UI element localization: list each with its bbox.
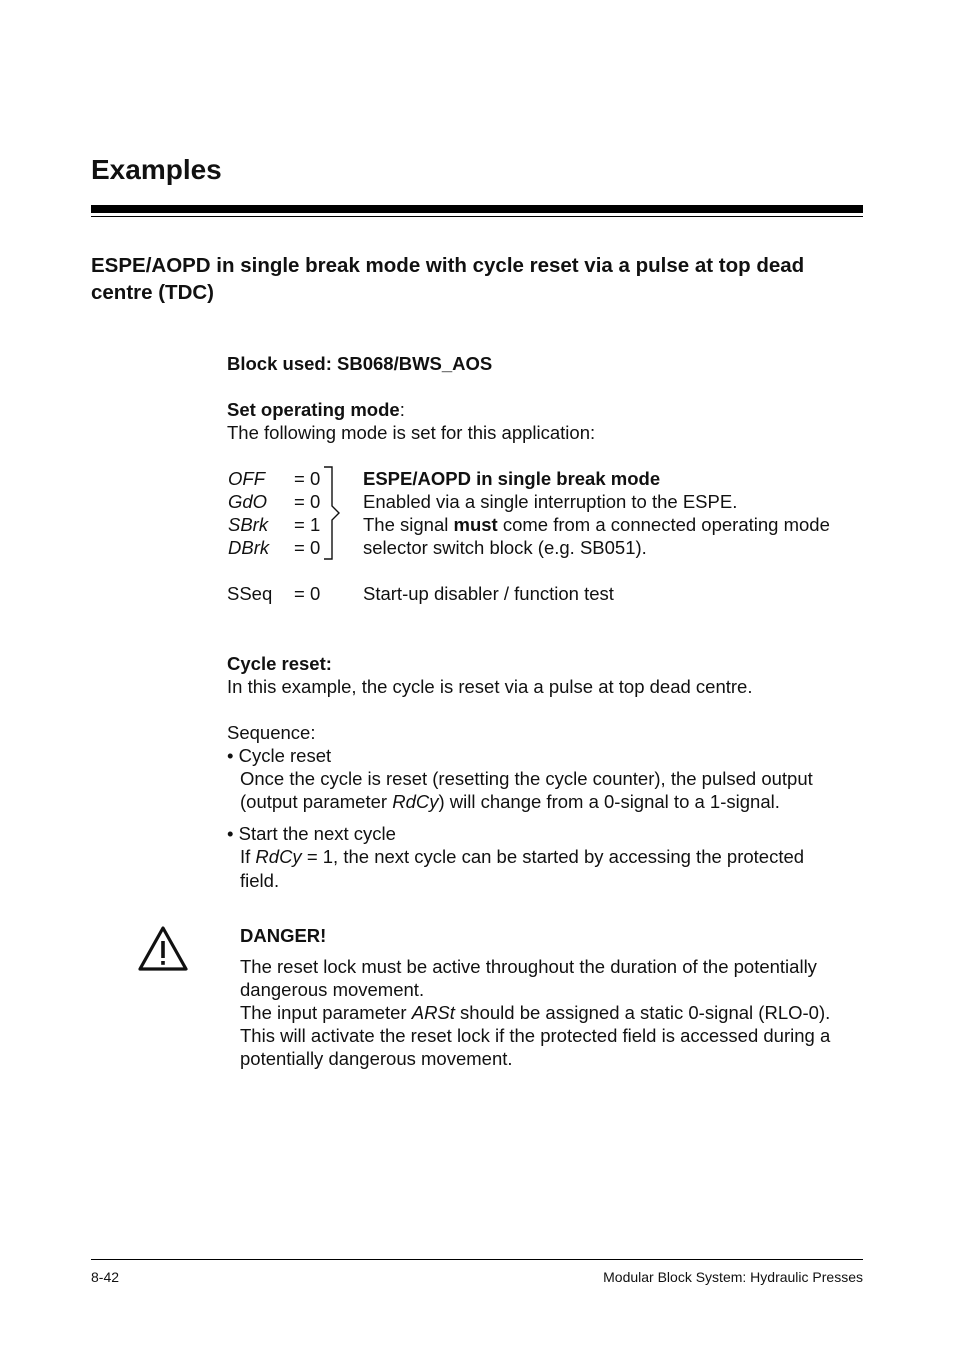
text-run: should be assigned a static 0-signal (RLO-0). [454,1002,831,1023]
param-name: OFF [228,468,265,489]
cycle-reset-text: In this example, the cycle is reset via a pulse at top dead centre. [227,676,753,697]
sseq-value: = 0 [294,583,321,604]
footer-doc-title: Modular Block System: Hydraulic Presses [603,1269,863,1285]
mode-desc-emphasis: must [453,514,498,535]
param-name: SBrk [228,514,269,535]
block-used: Block used: SB068/BWS_AOS [227,353,493,374]
param-ref: ARSt [411,1002,455,1023]
cycle-reset-heading: Cycle reset: [227,653,332,674]
danger-text: This will activate the reset lock if the protected field is accessed during a [240,1025,831,1046]
mode-desc-text: come from a connected operating mode [497,514,830,535]
danger-title: DANGER! [240,925,327,946]
param-value: = 0 [294,537,321,558]
page-number: 8-42 [91,1269,120,1285]
bullet-title: • Cycle reset [227,745,332,766]
param-name: GdO [228,491,268,512]
danger-text [240,1001,830,1024]
sseq-desc: Start-up disabler / function test [363,583,614,604]
param-value: = 0 [294,491,321,512]
operating-mode-heading [227,398,405,421]
bullet-text: field. [240,870,280,891]
brace-icon [322,466,344,560]
warning-triangle-icon [136,924,190,974]
page-title: Examples [91,154,222,185]
mode-desc-line [363,513,830,536]
footer-rule [91,1259,863,1260]
text-run: ) will change from a 0-signal to a 1-signal. [438,791,780,812]
sequence-label: Sequence: [227,722,316,743]
bullet-text [240,790,780,813]
param-value: = 0 [294,468,321,489]
mode-desc-text: The signal [363,514,454,535]
text-run: = 1, the next cycle can be started by accessing the protected [301,846,805,867]
text-run: The input parameter [240,1002,412,1023]
param-ref: RdCy [392,791,439,812]
operating-mode-heading-text: Set operating mode [227,399,400,420]
text-run: If [240,846,256,867]
param-value: = 1 [294,514,321,535]
operating-mode-heading-colon: : [399,399,405,420]
bullet-title: • Start the next cycle [227,823,396,844]
operating-mode-intro: The following mode is set for this application: [227,422,596,443]
text-run: (output parameter [240,791,393,812]
param-name: DBrk [228,537,270,558]
mode-desc-line: selector switch block (e.g. SB051). [363,537,647,558]
danger-text: dangerous movement. [240,979,425,1000]
section-title: ESPE/AOPD in single break mode with cycle reset via a pulse at top dead centre (TDC) [91,254,805,304]
bullet-text: Once the cycle is reset (resetting the cycle counter), the pulsed output [240,768,813,789]
bullet-text [240,845,804,868]
header-rule-thin [91,216,863,217]
param-ref: RdCy [255,846,302,867]
mode-desc-title: ESPE/AOPD in single break mode [363,468,661,489]
danger-text: The reset lock must be active throughout the duration of the potentially [240,956,817,977]
danger-text: potentially dangerous movement. [240,1048,513,1069]
header-rule-thick [91,205,863,213]
sseq-name: SSeq [227,583,273,604]
mode-desc-line: Enabled via a single interruption to the ESPE. [363,491,738,512]
